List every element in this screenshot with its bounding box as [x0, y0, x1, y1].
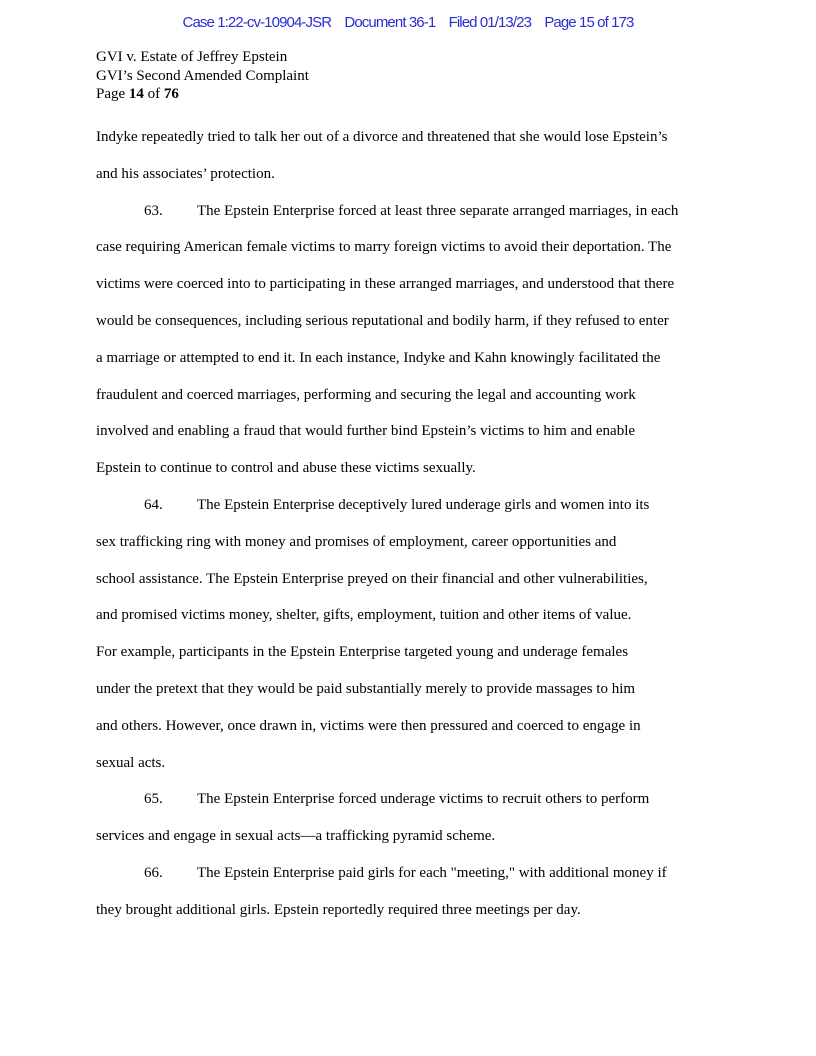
- paragraph-text: involved and enabling a fraud that would further bind Epstein’s victims to him and enable: [96, 423, 636, 440]
- paragraph-text: and his associates’ protection.: [96, 165, 275, 182]
- paragraph-first-line: [96, 487, 720, 524]
- document-body: [96, 119, 720, 929]
- header-case-title: GVI v. Estate of Jeffrey Epstein: [96, 49, 288, 65]
- paragraph-line: [96, 597, 720, 634]
- paragraph-text: under the pretext that they would be paid substantially merely to provide massages to him: [96, 680, 636, 697]
- court-filing-stamp: [0, 14, 816, 31]
- paragraph-text: victims were coerced into to participating in these arranged marriages, and understood that there: [96, 276, 675, 293]
- paragraph-text: case requiring American female victims to marry foreign victims to avoid their deportation. The: [96, 239, 672, 256]
- paragraph-line: [96, 524, 720, 561]
- paragraph-text: and promised victims money, shelter, gifts, employment, tuition and other items of value.: [96, 607, 632, 624]
- paragraph-text: sex trafficking ring with money and promises of employment, career opportunities and: [96, 533, 617, 550]
- paragraph-line: [96, 561, 720, 598]
- paragraph-line: [96, 377, 720, 414]
- paragraph-first-line: [96, 119, 720, 156]
- paragraph-first-line: [96, 855, 720, 892]
- paragraph-text: The Epstein Enterprise forced underage victims to recruit others to perform: [197, 791, 650, 808]
- paragraph-text: fraudulent and coerced marriages, performing and securing the legal and accounting work: [96, 386, 636, 403]
- paragraph-number: 66.: [144, 864, 163, 881]
- paragraph-line: [96, 413, 720, 450]
- current-page: 14: [128, 86, 144, 102]
- total-pages: 76: [163, 86, 179, 102]
- header-page-number: Page 14 of 76: [96, 86, 179, 102]
- header-document-title: GVI’s Second Amended Complaint: [96, 67, 309, 84]
- paragraph-text: Indyke repeatedly tried to talk her out of a divorce and threatened that she would lose Epstein’s: [96, 129, 668, 145]
- paragraph-line: [96, 634, 720, 671]
- paragraph-line: [96, 303, 720, 340]
- paragraph-text: a marriage or attempted to end it. In each instance, Indyke and Kahn knowingly facilitated the: [96, 349, 661, 366]
- paragraph-text: The Epstein Enterprise paid girls for each "meeting," with additional money if: [197, 864, 667, 881]
- paragraph-line: [96, 450, 720, 487]
- paragraph-line: [96, 745, 720, 782]
- stamp-page: Page 15 of 173: [544, 14, 634, 31]
- stamp-filed-date: Filed 01/13/23: [448, 14, 532, 31]
- paragraph-text: The Epstein Enterprise forced at least three separate arranged marriages, in each: [197, 202, 679, 219]
- paragraph-number: 64.: [144, 496, 163, 513]
- paragraph-line: [96, 818, 720, 855]
- paragraph-line: [96, 708, 720, 745]
- paragraph-text: services and engage in sexual acts—a trafficking pyramid scheme.: [96, 828, 496, 845]
- paragraph-number: 63.: [144, 202, 163, 219]
- paragraph-line: [96, 156, 720, 193]
- stamp-case-number: Case 1:22-cv-10904-JSR: [182, 14, 332, 31]
- paragraph-number: 65.: [144, 791, 163, 808]
- paragraph-text: would be consequences, including serious reputational and bodily harm, if they refused to enter: [96, 312, 669, 329]
- paragraph-text: Epstein to continue to control and abuse these victims sexually.: [96, 460, 476, 477]
- paragraph-text: and others. However, once drawn in, victims were then pressured and coerced to engage in: [96, 717, 641, 734]
- document-header: [96, 48, 309, 104]
- paragraph-first-line: [96, 193, 720, 230]
- paragraph-text: The Epstein Enterprise deceptively lured underage girls and women into its: [197, 496, 650, 513]
- paragraph-first-line: [96, 781, 720, 818]
- paragraph-line: [96, 229, 720, 266]
- paragraph-text: sexual acts.: [96, 754, 166, 771]
- paragraph-text: For example, participants in the Epstein Enterprise targeted young and underage females: [96, 644, 629, 661]
- paragraph-line: [96, 340, 720, 377]
- paragraph-line: [96, 671, 720, 708]
- paragraph-line: [96, 892, 720, 929]
- paragraph-text: school assistance. The Epstein Enterprise preyed on their financial and other vulnerabilities,: [96, 570, 648, 587]
- paragraph-text: they brought additional girls. Epstein reportedly required three meetings per day.: [96, 901, 581, 918]
- paragraph-line: [96, 266, 720, 303]
- stamp-document: Document 36-1: [344, 14, 436, 31]
